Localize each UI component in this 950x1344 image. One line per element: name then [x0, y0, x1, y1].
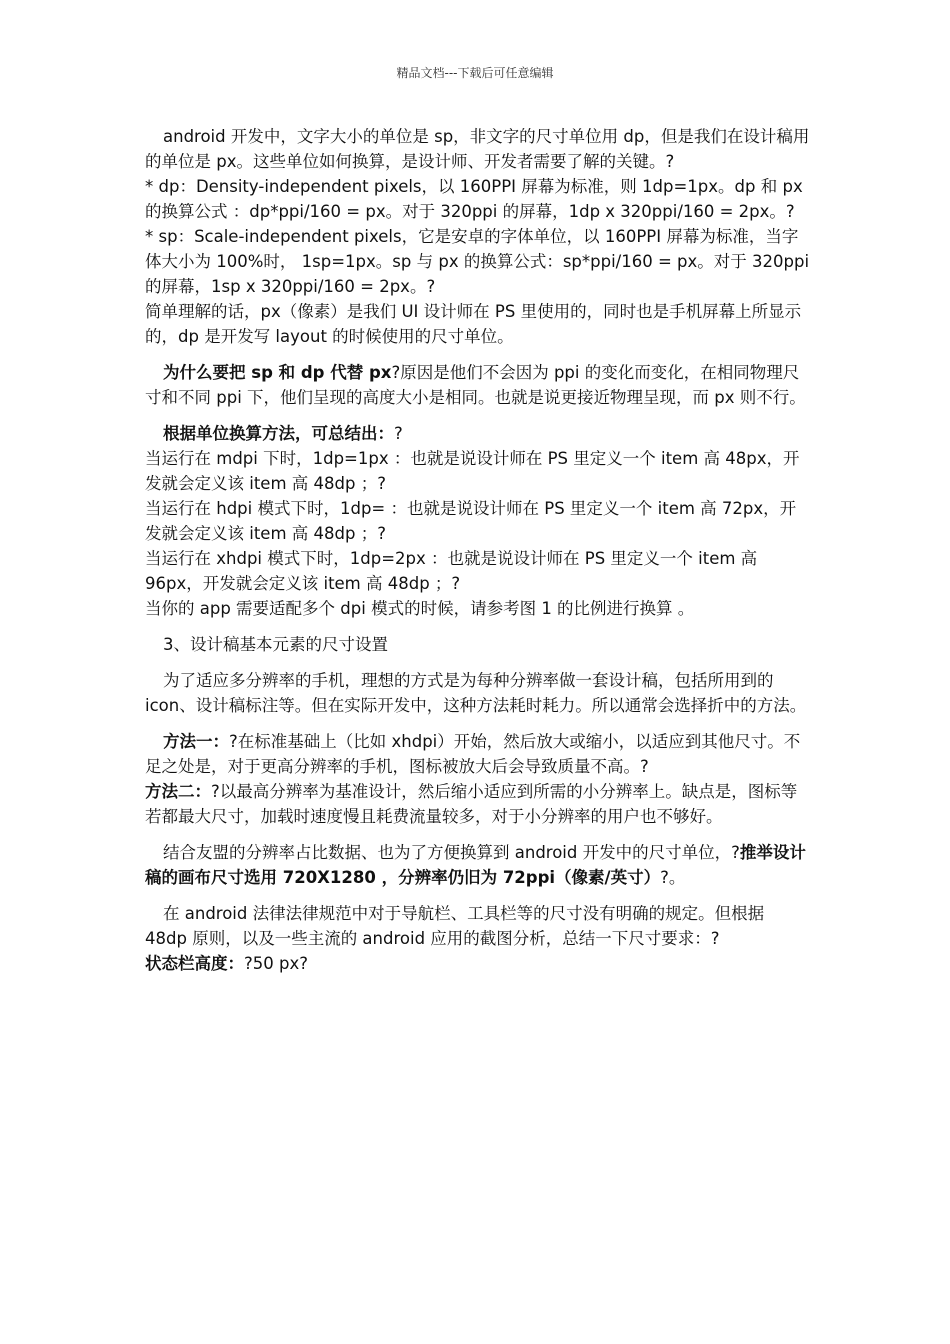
paragraph-p14: [145, 779, 810, 829]
text-run: 在 android 法律法律规范中对于导航栏、工具栏等的尺寸没有明确的规定。但根据 48dp 原则，以及一些主流的 android 应用的截图分析，总结一下尺寸要求：?: [145, 904, 765, 948]
bold-text: 推举设计稿的画布尺寸选用 720X1280 ，分辨率仍旧为 72ppi（像素/英寸）: [145, 843, 806, 887]
paragraph-p13: [145, 729, 810, 779]
text-run: ?。: [660, 868, 686, 887]
paragraph-p6: [145, 421, 810, 446]
text-run: android 开发中，文字大小的单位是 sp，非文字的尺寸单位用 dp，但是我们在设计稿用的单位是 px。这些单位如何换算，是设计师、开发者需要了解的关键。?: [145, 127, 810, 171]
paragraph-p5: [145, 360, 810, 410]
bold-text: 状态栏高度：: [145, 954, 244, 973]
text-run: ?50 px?: [244, 954, 308, 973]
paragraph-p4: [145, 299, 810, 349]
page-header: 精品文档---下载后可任意编辑: [396, 66, 554, 80]
text-run: ?以最高分辨率为基准设计，然后缩小适应到所需的小分辨率上。缺点是，图标等若都最大尺寸，加载时速度慢且耗费流量较多，对于小分辨率的用户也不够好。: [145, 782, 798, 826]
text-run: 结合友盟的分辨率占比数据、也为了方便换算到 android 开发中的尺寸单位，?: [163, 843, 740, 862]
text-run: 当运行在 xhdpi 模式下时，1dp=2px ：也就是说设计师在 PS 里定义一个 item 高 96px，开发就会定义该 item 高 48dp ；?: [145, 549, 758, 593]
text-run: 当运行在 hdpi 模式下时，1dp= ：也就是说设计师在 PS 里定义一个 item 高 72px，开发就会定义该 item 高 48dp ；?: [145, 499, 797, 543]
text-run: ?原因是他们不会因为 ppi 的变化而变化，在相同物理尺寸和不同 ppi 下，他们呈现的高度大小是相同。也就是说更接近物理呈现，而 px 则不行。: [145, 363, 806, 407]
text-run: 为了适应多分辨率的手机，理想的方式是为每种分辨率做一套设计稿，包括所用到的 icon、设计稿标注等。但在实际开发中，这种方法耗时耗力。所以通常会选择折中的方法。: [145, 671, 807, 715]
text-run: 当你的 app 需要适配多个 dpi 模式的时候，请参考图 1 的比例进行换算 。: [145, 599, 695, 618]
paragraph-p2: [145, 174, 810, 224]
bold-text: 根据单位换算方法，可总结出：: [163, 424, 394, 443]
paragraph-p15: [145, 840, 810, 890]
paragraph-p9: [145, 546, 810, 596]
paragraph-p16: [145, 901, 810, 951]
bold-text: 为什么要把 sp 和 dp 代替 px: [163, 363, 392, 382]
text-run: ?在标准基础上（比如 xhdpi）开始，然后放大或缩小，以适应到其他尺寸。不足之处是，对于更高分辨率的手机，图标被放大后会导致质量不高。?: [145, 732, 801, 776]
document-body: [145, 124, 810, 976]
text-run: 3、设计稿基本元素的尺寸设置: [163, 635, 388, 654]
paragraph-p1: [145, 124, 810, 174]
bold-text: 方法二：: [145, 782, 211, 801]
text-run: ?: [394, 424, 403, 443]
paragraph-p3: [145, 224, 810, 299]
paragraph-p8: [145, 496, 810, 546]
bold-text: 方法一：: [163, 732, 229, 751]
paragraph-p7: [145, 446, 810, 496]
paragraph-p10: [145, 596, 810, 621]
text-run: 简单理解的话，px（像素）是我们 UI 设计师在 PS 里使用的，同时也是手机屏幕上所显示的，dp 是开发写 layout 的时候使用的尺寸单位。: [145, 302, 802, 346]
text-run: 当运行在 mdpi 下时，1dp=1px ：也就是说设计师在 PS 里定义一个 item 高 48px，开发就会定义该 item 高 48dp ；?: [145, 449, 800, 493]
paragraph-p17: [145, 951, 810, 976]
paragraph-p11: [145, 632, 810, 657]
text-run: * dp：Density-independent pixels，以 160PPI 屏幕为标准，则 1dp=1px。dp 和 px 的换算公式 ：dp*ppi/160 = px。对于 320ppi 的屏幕，1dp x 320ppi/160 = 2px。?: [145, 177, 803, 221]
paragraph-p12: [145, 668, 810, 718]
text-run: * sp：Scale-independent pixels，它是安卓的字体单位，以 160PPI 屏幕为标准，当字体大小为 100%时， 1sp=1px。sp 与 px 的换算公式：sp*ppi/160 = px。对于 320ppi 的屏幕，1sp x 320ppi/160 = 2px。?: [145, 227, 810, 296]
